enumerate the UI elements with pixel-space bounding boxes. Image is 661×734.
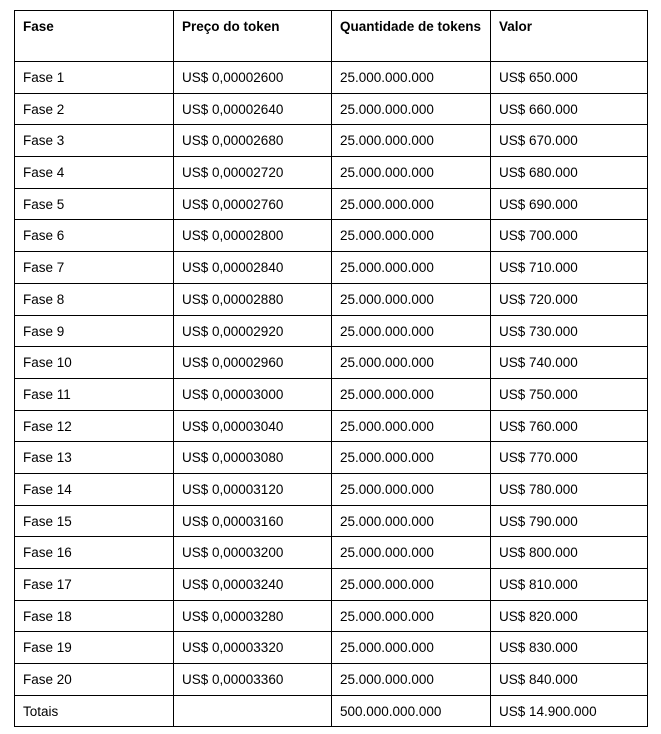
cell-quantidade: 25.000.000.000 <box>332 283 491 315</box>
cell-valor: US$ 750.000 <box>491 378 648 410</box>
table-row <box>15 252 648 284</box>
table-row <box>15 125 648 157</box>
cell-quantidade: 25.000.000.000 <box>332 442 491 474</box>
cell-preco: US$ 0,00002680 <box>174 125 332 157</box>
cell-valor: US$ 830.000 <box>491 632 648 664</box>
cell-fase: Fase 15 <box>15 505 174 537</box>
table-row <box>15 569 648 601</box>
totals-cell-preco <box>174 695 332 727</box>
cell-valor: US$ 820.000 <box>491 600 648 632</box>
cell-fase: Fase 12 <box>15 410 174 442</box>
cell-preco: US$ 0,00003080 <box>174 442 332 474</box>
cell-quantidade: 25.000.000.000 <box>332 157 491 189</box>
cell-valor: US$ 690.000 <box>491 188 648 220</box>
cell-fase: Fase 13 <box>15 442 174 474</box>
cell-quantidade: 25.000.000.000 <box>332 410 491 442</box>
cell-valor: US$ 660.000 <box>491 93 648 125</box>
table-row <box>15 410 648 442</box>
cell-preco: US$ 0,00003000 <box>174 378 332 410</box>
table-row <box>15 188 648 220</box>
cell-fase: Fase 17 <box>15 569 174 601</box>
cell-preco: US$ 0,00003160 <box>174 505 332 537</box>
cell-quantidade: 25.000.000.000 <box>332 125 491 157</box>
cell-valor: US$ 700.000 <box>491 220 648 252</box>
cell-preco: US$ 0,00003120 <box>174 473 332 505</box>
totals-cell-fase: Totais <box>15 695 174 727</box>
cell-preco: US$ 0,00002840 <box>174 252 332 284</box>
table-row <box>15 93 648 125</box>
cell-valor: US$ 760.000 <box>491 410 648 442</box>
cell-quantidade: 25.000.000.000 <box>332 93 491 125</box>
cell-quantidade: 25.000.000.000 <box>332 473 491 505</box>
cell-fase: Fase 10 <box>15 347 174 379</box>
cell-valor: US$ 730.000 <box>491 315 648 347</box>
table-row <box>15 347 648 379</box>
cell-quantidade: 25.000.000.000 <box>332 569 491 601</box>
cell-valor: US$ 740.000 <box>491 347 648 379</box>
cell-quantidade: 25.000.000.000 <box>332 315 491 347</box>
cell-quantidade: 25.000.000.000 <box>332 537 491 569</box>
cell-fase: Fase 19 <box>15 632 174 664</box>
table-row <box>15 283 648 315</box>
table-row <box>15 473 648 505</box>
cell-fase: Fase 18 <box>15 600 174 632</box>
totals-row <box>15 695 648 727</box>
table-row <box>15 378 648 410</box>
table-row <box>15 442 648 474</box>
totals-cell-valor: US$ 14.900.000 <box>491 695 648 727</box>
cell-fase: Fase 6 <box>15 220 174 252</box>
table-row <box>15 505 648 537</box>
cell-valor: US$ 800.000 <box>491 537 648 569</box>
cell-fase: Fase 4 <box>15 157 174 189</box>
cell-valor: US$ 780.000 <box>491 473 648 505</box>
cell-preco: US$ 0,00002600 <box>174 62 332 94</box>
cell-valor: US$ 680.000 <box>491 157 648 189</box>
table-row <box>15 62 648 94</box>
cell-quantidade: 25.000.000.000 <box>332 505 491 537</box>
cell-valor: US$ 790.000 <box>491 505 648 537</box>
cell-preco: US$ 0,00002800 <box>174 220 332 252</box>
cell-quantidade: 25.000.000.000 <box>332 62 491 94</box>
cell-preco: US$ 0,00002880 <box>174 283 332 315</box>
cell-fase: Fase 3 <box>15 125 174 157</box>
cell-quantidade: 25.000.000.000 <box>332 378 491 410</box>
cell-valor: US$ 810.000 <box>491 569 648 601</box>
cell-preco: US$ 0,00003360 <box>174 664 332 696</box>
token-phases-table <box>14 10 648 727</box>
cell-valor: US$ 670.000 <box>491 125 648 157</box>
header-cell-preco: Preço do token <box>174 11 332 62</box>
cell-preco: US$ 0,00003280 <box>174 600 332 632</box>
cell-quantidade: 25.000.000.000 <box>332 347 491 379</box>
cell-preco: US$ 0,00002960 <box>174 347 332 379</box>
cell-fase: Fase 8 <box>15 283 174 315</box>
cell-fase: Fase 9 <box>15 315 174 347</box>
totals-cell-quantidade: 500.000.000.000 <box>332 695 491 727</box>
cell-quantidade: 25.000.000.000 <box>332 664 491 696</box>
cell-preco: US$ 0,00002760 <box>174 188 332 220</box>
cell-valor: US$ 710.000 <box>491 252 648 284</box>
cell-fase: Fase 14 <box>15 473 174 505</box>
cell-quantidade: 25.000.000.000 <box>332 632 491 664</box>
cell-valor: US$ 720.000 <box>491 283 648 315</box>
table-row <box>15 600 648 632</box>
cell-fase: Fase 11 <box>15 378 174 410</box>
cell-quantidade: 25.000.000.000 <box>332 220 491 252</box>
cell-quantidade: 25.000.000.000 <box>332 188 491 220</box>
table-row <box>15 632 648 664</box>
cell-quantidade: 25.000.000.000 <box>332 252 491 284</box>
cell-valor: US$ 770.000 <box>491 442 648 474</box>
table-row <box>15 220 648 252</box>
cell-preco: US$ 0,00003040 <box>174 410 332 442</box>
cell-fase: Fase 5 <box>15 188 174 220</box>
cell-fase: Fase 7 <box>15 252 174 284</box>
cell-valor: US$ 840.000 <box>491 664 648 696</box>
header-cell-valor: Valor <box>491 11 648 62</box>
cell-preco: US$ 0,00003320 <box>174 632 332 664</box>
header-cell-fase: Fase <box>15 11 174 62</box>
cell-preco: US$ 0,00002640 <box>174 93 332 125</box>
cell-quantidade: 25.000.000.000 <box>332 600 491 632</box>
cell-preco: US$ 0,00002720 <box>174 157 332 189</box>
header-row <box>15 11 648 62</box>
table-row <box>15 315 648 347</box>
cell-preco: US$ 0,00002920 <box>174 315 332 347</box>
table-row <box>15 537 648 569</box>
cell-fase: Fase 1 <box>15 62 174 94</box>
cell-preco: US$ 0,00003200 <box>174 537 332 569</box>
cell-fase: Fase 20 <box>15 664 174 696</box>
cell-fase: Fase 2 <box>15 93 174 125</box>
cell-preco: US$ 0,00003240 <box>174 569 332 601</box>
table-row <box>15 157 648 189</box>
cell-valor: US$ 650.000 <box>491 62 648 94</box>
header-cell-quantidade: Quantidade de tokens <box>332 11 491 62</box>
cell-fase: Fase 16 <box>15 537 174 569</box>
table-row <box>15 664 648 696</box>
